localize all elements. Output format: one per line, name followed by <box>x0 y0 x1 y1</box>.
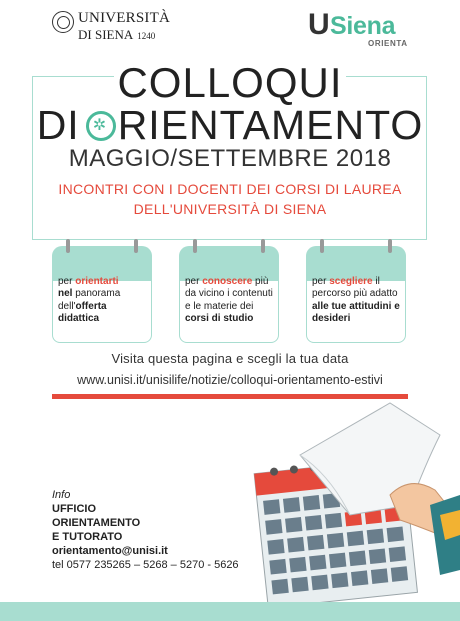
calendar-cell <box>291 577 308 593</box>
calendar-cell <box>369 548 386 564</box>
binder-ring-icon <box>66 239 70 253</box>
calendar-cell <box>327 533 344 549</box>
info-label: Info <box>52 489 71 501</box>
calendar-cell <box>387 526 404 542</box>
university-name-line1: UNIVERSITÀ <box>78 10 170 26</box>
subtitle-line2: DELL'UNIVERSITÀ DI SIENA <box>133 201 327 217</box>
calendar-cell <box>349 551 366 567</box>
page-url-link[interactable]: www.unisi.it/unisilife/notizie/colloqui-orientamento-estivi <box>77 373 383 387</box>
card-text: per orientarti nel panorama dell'offerta didattica <box>58 276 121 324</box>
calendar-cell <box>309 555 326 571</box>
binder-ring-icon <box>134 239 138 253</box>
card-conoscere <box>179 239 279 339</box>
office-line3: E TUTORATO <box>52 531 123 543</box>
calendar-cell <box>325 513 342 529</box>
calendar-hand-illustration <box>240 395 460 605</box>
university-logo <box>52 10 172 44</box>
card-text: per conoscere più da vicino i contenuti e le materie dei corsi di studio <box>185 276 273 324</box>
calendar-cell <box>285 517 302 533</box>
calendar-cell <box>367 529 384 545</box>
binder-ring-icon <box>388 239 392 253</box>
calendar-cell <box>371 568 388 584</box>
calendar-cell <box>289 557 306 573</box>
bottom-band <box>0 602 460 621</box>
calendar-cell <box>391 566 408 582</box>
university-year: 1240 <box>137 31 156 41</box>
calendar-cell <box>351 570 368 586</box>
date-range: MAGGIO/SETTEMBRE 2018 <box>68 145 392 172</box>
contact-info <box>52 488 239 572</box>
office-line2: ORIENTAMENTO <box>52 517 141 529</box>
calendar-cell <box>329 553 346 569</box>
calendar-cell <box>347 531 364 547</box>
binder-ring-icon <box>261 239 265 253</box>
binder-ring-icon <box>320 239 324 253</box>
page-title-line1: COLLOQUI <box>117 59 343 106</box>
page-title-line2: DI ✲ RIENTAMENTO <box>36 102 424 148</box>
usiena-siena: Siena <box>330 12 396 40</box>
phone-numbers: tel 0577 235265 – 5268 – 5270 - 5626 <box>52 559 239 571</box>
calendar-cell <box>269 559 286 575</box>
card-text: per scegliere il percorso più adatto alle tue attitudini e desideri <box>312 276 400 324</box>
calendar-cell <box>331 573 348 589</box>
calendar-cell <box>311 575 328 591</box>
office-line1: UFFICIO <box>52 503 96 515</box>
calendar-cell <box>305 515 322 531</box>
email-link[interactable]: orientamento@unisi.it <box>52 545 168 557</box>
card-orientarti <box>52 239 152 339</box>
calendar-cell <box>283 497 300 513</box>
usiena-orienta-logo <box>308 8 418 52</box>
usiena-u: U <box>308 8 330 41</box>
calendar-cell <box>389 546 406 562</box>
calendar-cell <box>271 579 288 595</box>
card-scegliere <box>306 239 406 339</box>
subtitle-line1: INCONTRI CON I DOCENTI DEI CORSI DI LAUREA <box>58 181 402 197</box>
compass-o-icon: ✲ <box>86 111 116 141</box>
calendar-cell <box>307 535 324 551</box>
calendar-cell <box>287 537 304 553</box>
university-seal-icon <box>52 11 74 33</box>
binder-ring-icon <box>193 239 197 253</box>
university-name-line2: DI SIENA 1240 <box>78 27 156 42</box>
usiena-orienta: ORIENTA <box>368 39 408 48</box>
visit-text: Visita questa pagina e scegli la tua data <box>111 351 349 366</box>
calendar-cell <box>265 519 282 535</box>
calendar-cell <box>263 499 280 515</box>
calendar-cell <box>267 539 284 555</box>
calendar-cell <box>303 495 320 511</box>
